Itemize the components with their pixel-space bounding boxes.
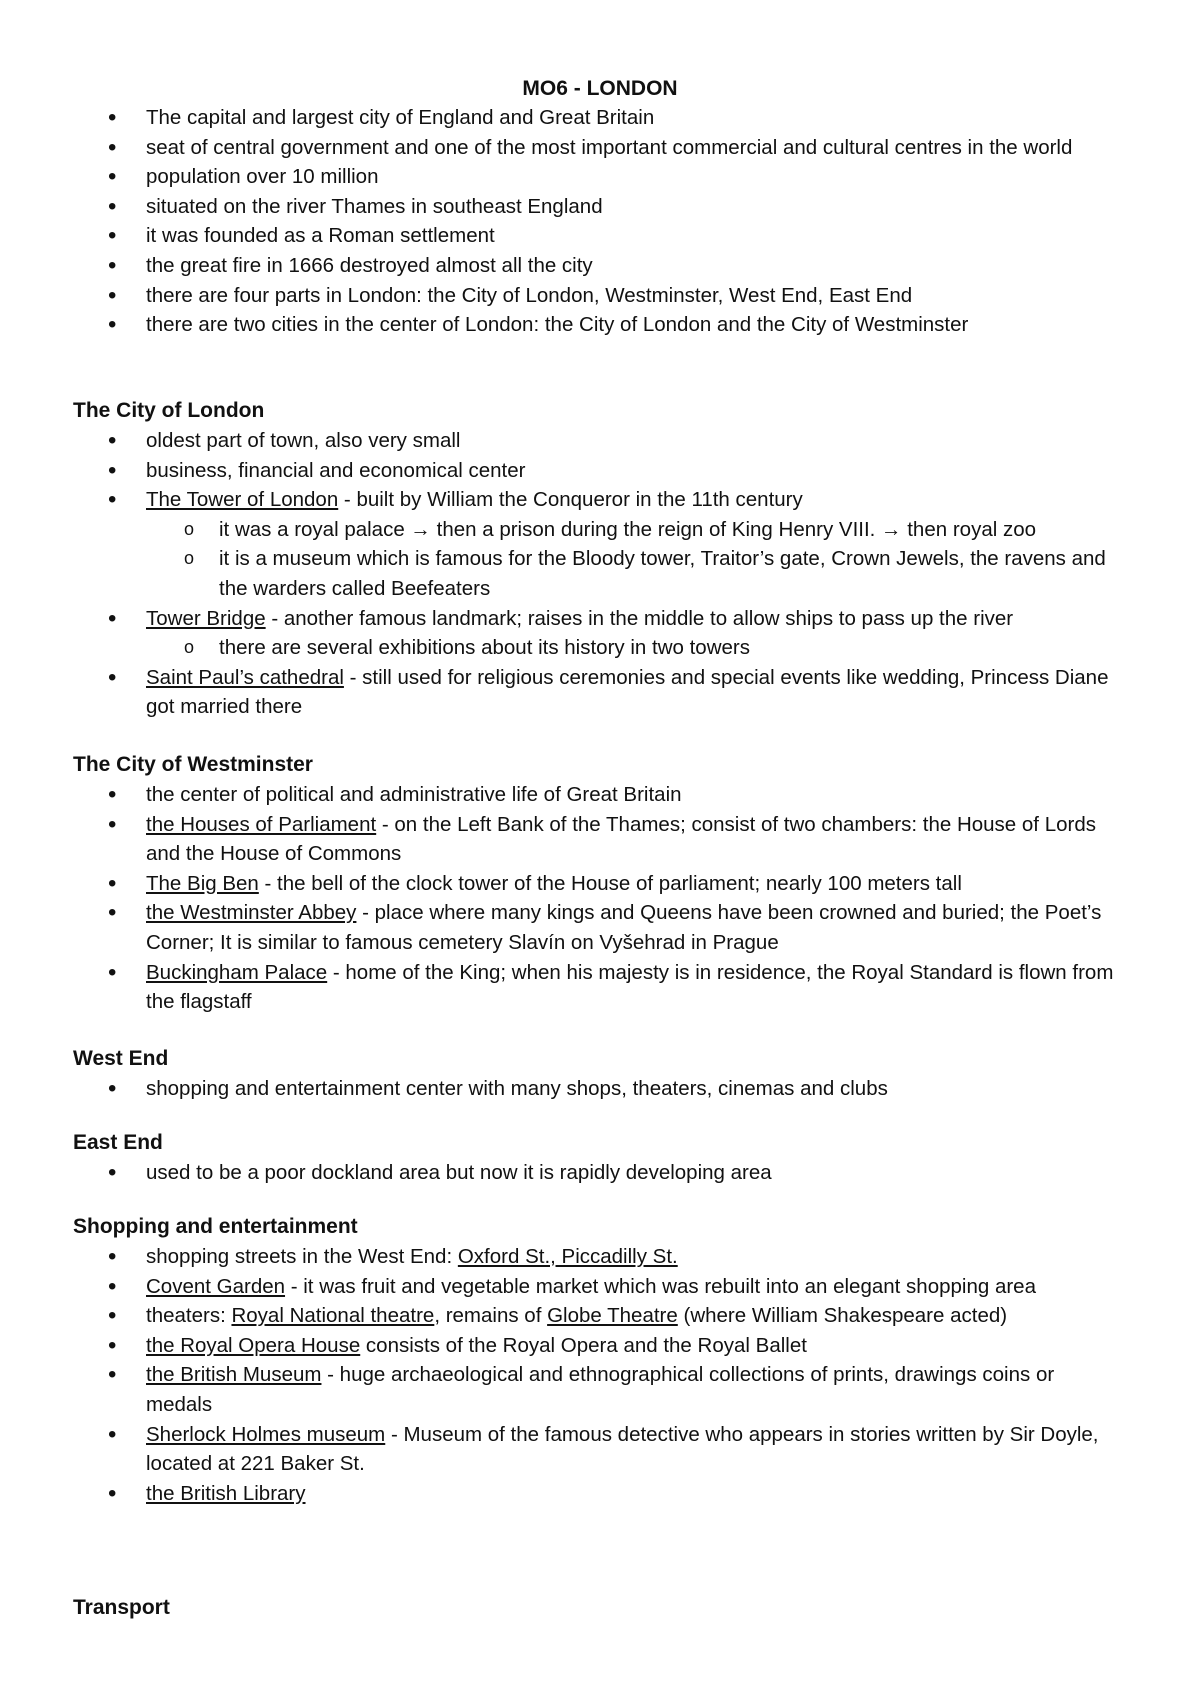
list-item-text: , remains of bbox=[434, 1304, 548, 1328]
list-item bbox=[0, 103, 1200, 133]
landmark-name: The Tower of London bbox=[146, 488, 339, 512]
list-item bbox=[0, 221, 1200, 251]
landmark-description: - home of the King; when his majesty is in residence, the Royal Standard is flown from the flagstaff bbox=[146, 960, 1114, 1014]
list-item-text: the center of political and administrative life of Great Britain bbox=[146, 783, 682, 806]
list-item bbox=[0, 485, 1200, 603]
list-item bbox=[0, 1242, 1200, 1272]
section-heading-west-end: West End bbox=[73, 1047, 169, 1070]
list-item bbox=[0, 780, 1200, 810]
list-item-text: the great fire in 1666 destroyed almost all the city bbox=[146, 253, 593, 277]
list-item-text: seat of central government and one of the most important commercial and cultural centres in the world bbox=[146, 135, 1073, 159]
west-end-list bbox=[0, 1074, 1200, 1104]
list-item-text: used to be a poor dockland area but now it is rapidly developing area bbox=[146, 1161, 772, 1184]
list-item bbox=[0, 958, 1200, 1017]
landmark-description: consists of the Royal Opera and the Royal Ballet bbox=[360, 1333, 807, 1357]
list-item bbox=[0, 1331, 1200, 1361]
section-heading-city-of-london: The City of London bbox=[73, 399, 265, 422]
list-item bbox=[0, 426, 1200, 456]
list-item bbox=[0, 281, 1200, 311]
list-item bbox=[0, 1420, 1200, 1479]
list-item bbox=[0, 1360, 1200, 1419]
list-item-text: shopping and entertainment center with many shops, theaters, cinemas and clubs bbox=[146, 1077, 888, 1100]
list-item-text: shopping streets in the West End: bbox=[146, 1245, 458, 1268]
list-item bbox=[0, 898, 1200, 957]
list-item bbox=[0, 192, 1200, 222]
landmark-name: the Westminster Abbey bbox=[146, 901, 357, 925]
list-item-text: it was founded as a Roman settlement bbox=[146, 224, 495, 248]
landmark-name: Buckingham Palace bbox=[146, 960, 328, 984]
list-item bbox=[0, 1301, 1200, 1331]
theatre-name: Globe Theatre bbox=[547, 1304, 678, 1328]
sub-list bbox=[146, 633, 1125, 663]
landmark-name: Covent Garden bbox=[146, 1274, 286, 1298]
landmark-description: - it was fruit and vegetable market which was rebuilt into an elegant shopping area bbox=[285, 1274, 1036, 1298]
page-title: MO6 - LONDON bbox=[522, 77, 678, 100]
landmark-name: the Houses of Parliament bbox=[146, 812, 377, 836]
landmark-description: - another famous landmark; raises in the middle to allow ships to pass up the river bbox=[265, 606, 1014, 630]
list-item-text: there are two cities in the center of London: the City of London and the City of Westminster bbox=[146, 313, 969, 337]
intro-list bbox=[0, 103, 1200, 340]
landmark-name: the British Museum bbox=[146, 1363, 322, 1387]
landmark-description: - still used for religious ceremonies and special events like wedding, Princess Diane got married there bbox=[146, 665, 1109, 719]
list-item bbox=[0, 604, 1200, 663]
list-item-text: theaters: bbox=[146, 1304, 232, 1328]
east-end-list bbox=[0, 1158, 1200, 1188]
list-item bbox=[0, 1272, 1200, 1302]
list-item bbox=[0, 310, 1200, 340]
landmark-name: The Big Ben bbox=[146, 871, 259, 895]
landmark-description: - on the Left Bank of the Thames; consist of two chambers: the House of Lords and the House of Commons bbox=[146, 812, 1096, 866]
list-item-text: there are four parts in London: the City of London, Westminster, West End, East End bbox=[146, 283, 913, 307]
sub-list-item-text: there are several exhibitions about its history in two towers bbox=[219, 636, 750, 660]
landmark-description: - Museum of the famous detective who appears in stories written by Sir Doyle, located at 221 Baker St. bbox=[146, 1422, 1099, 1476]
list-item bbox=[0, 1158, 1200, 1188]
landmark-name: Sherlock Holmes museum bbox=[146, 1422, 386, 1446]
list-item bbox=[0, 1074, 1200, 1104]
landmark-name: the Royal Opera House bbox=[146, 1333, 361, 1357]
list-item-text: The capital and largest city of England and Great Britain bbox=[146, 106, 655, 129]
landmark-name: Tower Bridge bbox=[146, 606, 266, 630]
list-item bbox=[0, 456, 1200, 486]
list-item bbox=[0, 162, 1200, 192]
sub-list-item bbox=[146, 633, 1125, 663]
list-item bbox=[0, 1479, 1200, 1509]
theatre-name: Royal National theatre bbox=[231, 1304, 435, 1328]
list-item bbox=[0, 133, 1200, 163]
section-heading-westminster: The City of Westminster bbox=[73, 753, 313, 776]
landmark-name: the British Library bbox=[146, 1481, 306, 1505]
list-item-text: situated on the river Thames in southeast England bbox=[146, 194, 603, 218]
list-item bbox=[0, 810, 1200, 869]
list-item-text: (where William Shakespeare acted) bbox=[677, 1304, 1008, 1328]
sub-list-item bbox=[146, 544, 1125, 603]
sub-list-item-text: it is a museum which is famous for the Bloody tower, Traitor’s gate, Crown Jewels, the ravens and the warders called Beefeaters bbox=[219, 547, 1106, 600]
section-heading-east-end: East End bbox=[73, 1131, 163, 1154]
westminster-list bbox=[0, 780, 1200, 1017]
city-of-london-list bbox=[0, 426, 1200, 722]
landmark-description: - huge archaeological and ethnographical collections of prints, drawings coins or medals bbox=[146, 1363, 1055, 1416]
list-item-text: population over 10 million bbox=[146, 165, 379, 189]
landmark-description: - built by William the Conqueror in the 11th century bbox=[338, 488, 803, 512]
street-names: Oxford St., Piccadilly St. bbox=[457, 1245, 678, 1268]
list-item bbox=[0, 663, 1200, 722]
sub-list bbox=[146, 515, 1125, 604]
list-item bbox=[0, 251, 1200, 281]
shopping-list bbox=[0, 1242, 1200, 1508]
list-item-text: business, financial and economical center bbox=[146, 458, 526, 482]
landmark-description: - the bell of the clock tower of the House of parliament; nearly 100 meters tall bbox=[258, 871, 962, 895]
section-heading-transport: Transport bbox=[73, 1596, 170, 1619]
section-heading-shopping: Shopping and entertainment bbox=[73, 1215, 358, 1238]
list-item bbox=[0, 869, 1200, 899]
landmark-description: - place where many kings and Queens have been crowned and buried; the Poet’s Corner; It is similar to famous cemetery Slavín on Vyšehrad in Prague bbox=[146, 901, 1102, 954]
list-item-text: oldest part of town, also very small bbox=[146, 429, 461, 452]
sub-list-item-text: it was a royal palace → then a prison during the reign of King Henry VIII. → then royal zoo bbox=[219, 517, 1037, 541]
landmark-name: Saint Paul’s cathedral bbox=[146, 665, 344, 689]
sub-list-item bbox=[146, 515, 1125, 545]
